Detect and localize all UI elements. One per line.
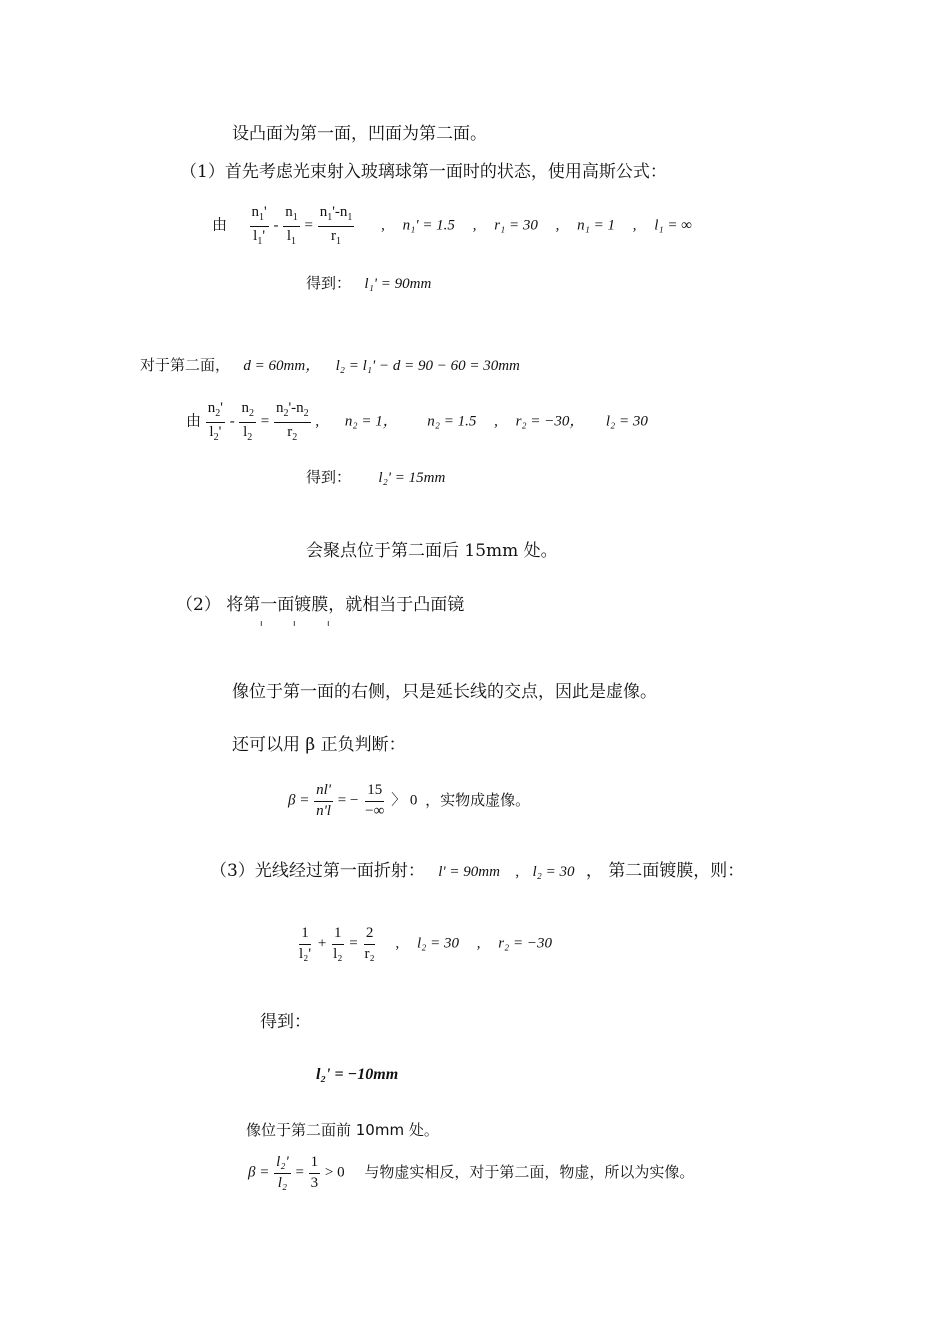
emphasis-dot: ı — [260, 619, 263, 629]
frac-n1-l1: $\frac{n_1}{l_1}$ — [285, 204, 298, 247]
frac-diff-r2: $\frac{n_2'-n_2}{r_2}$ — [275, 400, 309, 443]
frac-n2-l2: $\frac{n_2}{l_2}$ — [241, 400, 254, 443]
cond-r2: r₂ = −30， — [515, 413, 585, 430]
result-label: 得到： — [306, 274, 352, 292]
part3-heading: （3）光线经过第一面折射： — [210, 861, 425, 881]
beta-text: ，实物成虚像。 — [425, 790, 531, 809]
frac-n1p-l1p: $\frac{n_1'}{l_1'}$ — [251, 204, 267, 247]
cond-l1: l₁ = ∞ — [654, 217, 692, 234]
part2-beta-formula — [288, 783, 530, 820]
beta-lhs: β = — [288, 792, 310, 809]
result2-label: 得到： — [306, 468, 352, 486]
cond-n2p: n₂ = 1.5 — [427, 413, 477, 430]
part3-cond-l2b: l₂ = 30 — [416, 935, 459, 952]
part2-beta-intro: 还可以用 β 正负判断： — [232, 735, 406, 755]
result-value: l₁' = 90mm — [364, 276, 432, 292]
second-surface-d: d = 60mm， — [243, 358, 321, 374]
part1-second-surface — [140, 357, 520, 374]
part1-heading: （1）首先考虑光束射入玻璃球第一面时的状态，使用高斯公式： — [180, 162, 667, 182]
second-surface-l2: l₂ = l₁' − d = 90 − 60 = 30mm — [335, 358, 520, 374]
part3-image-position: 像位于第二面前 10mm 处。 — [246, 1121, 439, 1139]
part2-heading: （2） 将第一面镀膜，就相当于凸面镜 — [176, 595, 465, 615]
part1-result-2 — [306, 469, 445, 486]
part3-mirror-formula: $\frac{1}{\text{l₂'}}$ + $\frac{1}{\text{l₂}}$ = $\frac{2}{\text{r₂}}$ , l₂ = 30 , r₂ = −30 — [299, 925, 552, 962]
part3-result-label: 得到： — [260, 1012, 311, 1032]
frac-l2p-l2: $\frac{\text{l₂'}}{\text{l₂}}$ — [276, 1154, 289, 1191]
beta3-lhs: β = — [248, 1164, 270, 1181]
part3-result: l₂' = −10mm — [316, 1066, 399, 1083]
cond-n1p: n₁' = 1.5 — [402, 217, 455, 234]
part3-cond-r2: r₂ = −30 — [498, 935, 552, 952]
cond-n2: n₂ = 1， — [344, 413, 398, 430]
part3-tail: 第二面镀膜，则： — [608, 861, 745, 881]
beta3-eq: = — [295, 1164, 304, 1181]
part3-cond-l2: l₂ = 30 — [532, 864, 575, 880]
beta-eq: = − — [337, 792, 359, 809]
beta-gt: 〉 0 — [391, 792, 418, 809]
beta3-gt: > 0 — [324, 1164, 345, 1181]
cond-n1: n₁ = 1 — [577, 217, 615, 234]
frac-diff-r1: $\frac{n_1'-n_1}{r_1}$ — [319, 204, 353, 247]
formula2-you-label: 由 — [186, 411, 202, 430]
frac-15-inf: $\frac{15}{-\infty}$ — [365, 782, 385, 819]
part1-gauss-formula-2: 由 $\frac{n_2'}{l_2'}$ - $\frac{n_2}{l_2}$ = $\frac{n_2'-n_2}{r_2}$ , n₂ = 1， n₂ = 1.5 , r₂ = −30， l₂ = 30 — [186, 400, 648, 443]
part1-result — [306, 275, 431, 292]
result2-value: l₂' = 15mm — [378, 470, 446, 486]
frac-1-l2: $\frac{1}{\text{l₂}}$ — [333, 925, 343, 962]
emphasis-dot: ı — [293, 619, 296, 629]
cond-l2: l₂ = 30 — [605, 413, 648, 430]
formula-you-label: 由 — [212, 215, 228, 234]
emphasis-dot: ı — [327, 619, 330, 629]
frac-1-3: $\frac{1}{3}$ — [310, 1154, 319, 1191]
cond-r1: r₁ = 30 — [494, 217, 538, 234]
part3-cond-lp: l' = 90mm — [438, 864, 500, 880]
second-surface-label: 对于第二面， — [140, 356, 231, 374]
part3-beta-formula — [248, 1155, 694, 1192]
part1-conclusion: 会聚点位于第二面后 15mm 处。 — [306, 541, 558, 561]
intro-text: 设凸面为第一面，凹面为第二面。 — [232, 124, 487, 144]
frac-2-r2: $\frac{2}{\text{r₂}}$ — [364, 925, 375, 962]
part1-gauss-formula: 由 $\frac{n_1'}{l_1'}$ - $\frac{n_1}{l_1}$ = $\frac{n_1'-n_1}{r_1}$ , n₁' = 1.5 , r₁ = 30 , n₁ = 1 , l₁ = ∞ — [212, 204, 692, 247]
beta3-text: 与物虚实相反，对于第二面，物虚，所以为实像。 — [364, 1162, 695, 1181]
part2-virtual-image: 像位于第一面的右侧，只是延长线的交点，因此是虚像。 — [232, 682, 657, 702]
frac-n2p-l2p: $\frac{n_2'}{l_2'}$ — [207, 400, 223, 443]
frac-nl: $\frac{nl'}{n'l}$ — [316, 782, 331, 819]
part3-heading-line: （3）光线经过第一面折射： l' = 90mm , l₂ = 30 ， 第二面镀膜，则： — [210, 861, 745, 881]
frac-1-l2p: $\frac{1}{\text{l₂'}}$ — [299, 925, 312, 962]
